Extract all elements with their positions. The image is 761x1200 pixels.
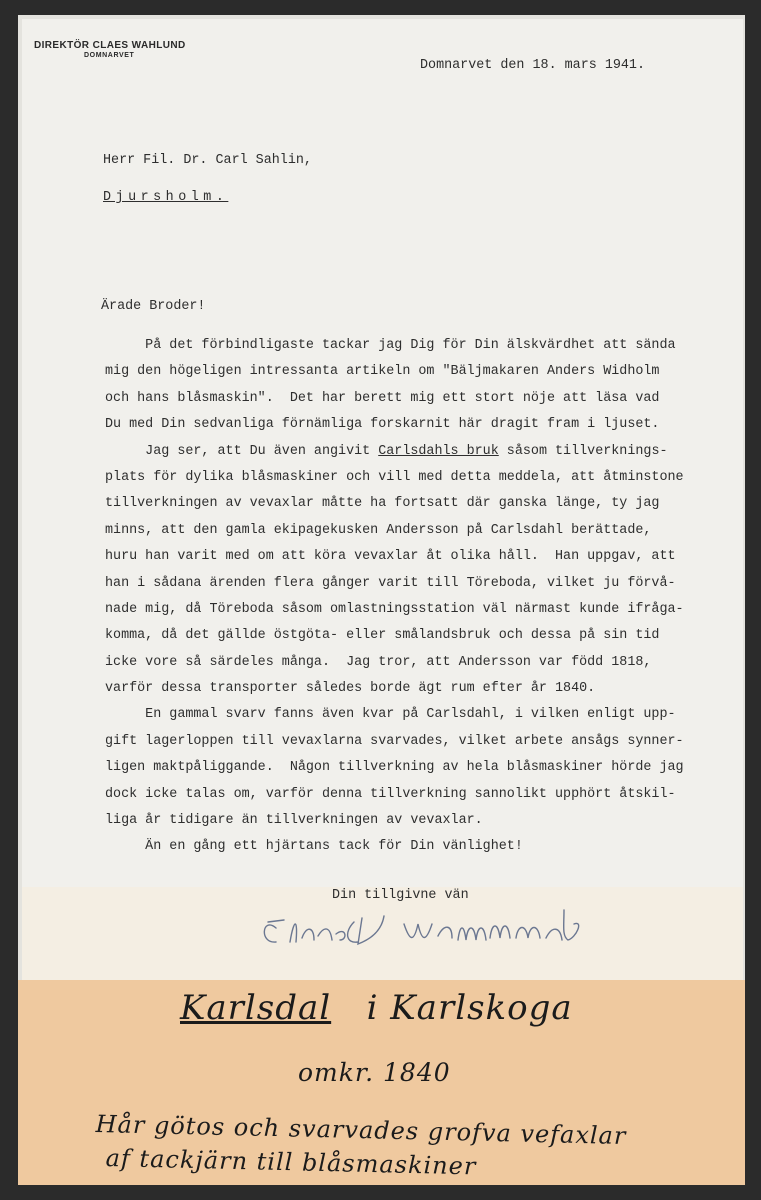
signature-scribble <box>254 898 604 958</box>
body-text: komma, då det gällde östgöta- eller smålandsbruk och dessa på sin tid <box>105 628 660 644</box>
body-line <box>105 386 745 412</box>
letterhead-name: DIREKTÖR CLAES WAHLUND <box>34 40 186 51</box>
body-line <box>105 412 745 438</box>
body-text: varför dessa transporter således borde ägt rum efter år 1840. <box>105 681 596 697</box>
body-line <box>105 465 745 491</box>
body-line <box>105 439 745 465</box>
letterhead-place: DOMNARVET <box>84 52 135 59</box>
note-line-2: af tackjärn till blåsmaskiner <box>105 1144 477 1181</box>
body-line <box>105 333 745 359</box>
letter-body <box>105 333 745 861</box>
body-text: icke vore så särdeles många. Jag tror, att Andersson var född 1818, <box>105 654 652 670</box>
note-title-parish: i Karlskoga <box>366 988 573 1028</box>
body-line <box>105 491 745 517</box>
body-line <box>105 702 745 728</box>
body-text: ligen maktpåliggande. Någon tillverkning av hela blåsmaskiner hörde jag <box>105 760 684 776</box>
body-text: minns, att den gamla ekipagekusken Andersson på Carlsdahl berättade, <box>105 522 652 538</box>
body-line <box>105 544 745 570</box>
underlined-text: Carlsdahls bruk <box>378 443 499 459</box>
note-date: omkr. 1840 <box>298 1058 451 1087</box>
addressee-place: Djursholm. <box>103 190 229 205</box>
letterhead <box>34 40 186 59</box>
body-text: plats för dylika blåsmaskiner och vill med detta meddela, att åtminstone <box>105 469 684 485</box>
body-line <box>105 518 745 544</box>
body-text: och hans blåsmaskin". Det har berett mig ett stort nöje att läsa vad <box>105 390 660 406</box>
body-text: dock icke talas om, varför denna tillverkning sannolikt upphört åtskil- <box>105 786 676 802</box>
body-text: gift lagerloppen till vevaxlarna svarvades, vilket arbete ansågs synner- <box>105 733 684 749</box>
body-text: såsom tillverknings- <box>498 443 668 459</box>
date-line: Domnarvet den 18. mars 1941. <box>420 58 645 73</box>
note-title-place: Karlsdal <box>180 988 332 1028</box>
body-text: På det förbindligaste tackar jag Dig för Din älskvärdhet att sända <box>105 338 676 353</box>
signature <box>254 898 604 963</box>
closing: Din tillgivne vän <box>332 888 469 903</box>
body-line <box>105 676 745 702</box>
body-text: Jag ser, att Du även angivit <box>105 443 379 459</box>
body-line <box>105 808 745 834</box>
body-text: mig den högeligen intressanta artikeln om "Bäljmakaren Anders Widholm <box>105 364 660 380</box>
body-text: liga år tidigare än tillverkningen av vevaxlar. <box>105 813 483 829</box>
body-line <box>105 729 745 755</box>
body-text: han i sådana ärenden flera gånger varit till Töreboda, vilket ju förvå- <box>105 575 676 591</box>
body-line <box>105 782 745 808</box>
body-text: nade mig, då Töreboda såsom omlastningsstation väl närmast kunde ifråga- <box>105 601 684 617</box>
body-line <box>105 359 745 385</box>
body-line <box>105 755 745 781</box>
body-text: Du med Din sedvanliga förnämliga forskarnit här dragit fram i ljuset. <box>105 417 660 433</box>
body-text: Än en gång ett hjärtans tack för Din vänlighet! <box>105 839 523 855</box>
note-line-1: Hår götos och svarvades grofva vefaxlar <box>95 1110 627 1151</box>
body-text: huru han varit med om att köra vevaxlar åt olika håll. Han uppgav, att <box>105 549 676 565</box>
note-title <box>180 988 573 1028</box>
addressee-name: Herr Fil. Dr. Carl Sahlin, <box>103 153 312 168</box>
body-text: En gammal svarv fanns även kvar på Carlsdahl, i vilken enligt upp- <box>105 707 676 723</box>
body-line <box>105 650 745 676</box>
body-line <box>105 597 745 623</box>
salutation: Ärade Broder! <box>101 299 206 314</box>
body-text: tillverkningen av vevaxlar måtte ha fortsatt där ganska länge, ty jag <box>105 496 660 512</box>
body-line <box>105 834 745 860</box>
body-line <box>105 623 745 649</box>
body-line <box>105 571 745 597</box>
